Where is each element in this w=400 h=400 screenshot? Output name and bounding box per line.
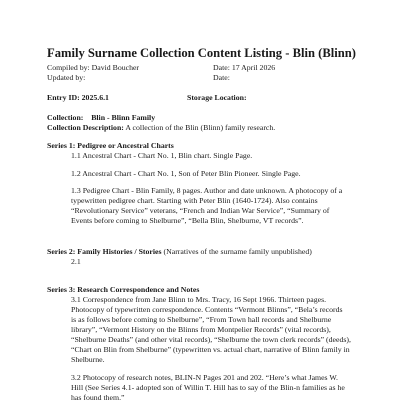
series-3-item-1-line-1: 3.1 Correspondence from Jane Blinn to Mrs. Tracy, 16 Sept 1966. Thirteen pages. [71, 295, 327, 304]
collection-description-label: Collection Description: [47, 123, 124, 132]
series-1-heading: Series 1: Pedigree or Ancestral Charts [47, 141, 174, 150]
series-1-item-1: 1.1 Ancestral Chart - Chart No. 1, Blin chart. Single Page. [71, 151, 253, 160]
series-3-heading: Series 3: Research Correspondence and Notes [47, 285, 200, 294]
series-3-item-1-line-7: Shelburne. [71, 355, 105, 364]
series-3-item-1-line-3: is as follows before coming to Shelburne”, “From Town hall records and Shelburne [71, 315, 332, 324]
series-3-item-1-line-2: Photocopy of typewritten correspondence. Contents “Vermont Blinns”, “Bela’s records [71, 305, 343, 314]
storage-location: Storage Location: [187, 93, 247, 102]
collection-description [47, 123, 275, 132]
series-3-item-2-line-2: Hill (See Series 4.1- adopted son of Willin T. Hill has to say of the Blin-n families as he [71, 383, 345, 392]
series-3-item-2-line-1: 3.2 Photocopy of research notes, BLIN-N Pages 201 and 202. “Here’s what James W. [71, 373, 338, 382]
series-1-item-3-line-1: 1.3 Pedigree Chart - Blin Family, 8 pages. Author and date unknown. A photocopy of a [71, 186, 343, 195]
collection-description-value: A collection of the Blin (Blinn) family research. [123, 123, 276, 132]
series-1-item-3-line-4: Events before coming to Shelburne”, “Bella Blin, Shelburne, VT records”. [71, 216, 304, 225]
compiled-by: Compiled by: David Boucher [47, 63, 140, 72]
series-1-item-2: 1.2 Ancestral Chart - Chart No. 1, Son of Peter Blin Pioneer. Single Page. [71, 169, 301, 178]
date-updated: Date: [213, 73, 230, 82]
series-2-heading-note: (Narratives of the surname family unpublished) [161, 247, 312, 256]
collection-label: Collection: [47, 113, 84, 122]
series-2-item-1: 2.1 [71, 257, 81, 266]
series-1-item-3-line-2: typewritten pedigree chart. Starting with Peter Blin (1640-1724). Also contains [71, 196, 318, 205]
series-3-item-2-line-3: has found them.” [71, 393, 125, 400]
collection-value: Blin - Blinn Family [91, 113, 156, 122]
document-title: Family Surname Collection Content Listing - Blin (Blinn) [47, 46, 356, 60]
series-2-heading-line [47, 247, 312, 257]
series-3-item-1-line-6: “Chart on Blin from Shelburne” (typewritten vs. actual chart, narrative of Blinn family in [71, 345, 350, 354]
series-2-heading: Series 2: Family Histories / Stories [47, 247, 162, 256]
date-compiled: Date: 17 April 2026 [213, 63, 276, 72]
series-3-item-1-line-4: library”, “Vermont History on the Blinns from Montpelier Records” (vital records), [71, 325, 331, 334]
series-1-item-3-line-3: “Revolutionary Service” veterans, “French and Indian War Service”, “Summary of [71, 206, 330, 215]
series-3-item-1-line-5: “Shelburne Deaths” (and other vital records), “Shelburne the town clerk records” (deeds), [71, 335, 351, 344]
entry-id: Entry ID: 2025.6.1 [47, 93, 109, 102]
updated-by: Updated by: [47, 73, 86, 82]
collection-line [47, 113, 155, 122]
